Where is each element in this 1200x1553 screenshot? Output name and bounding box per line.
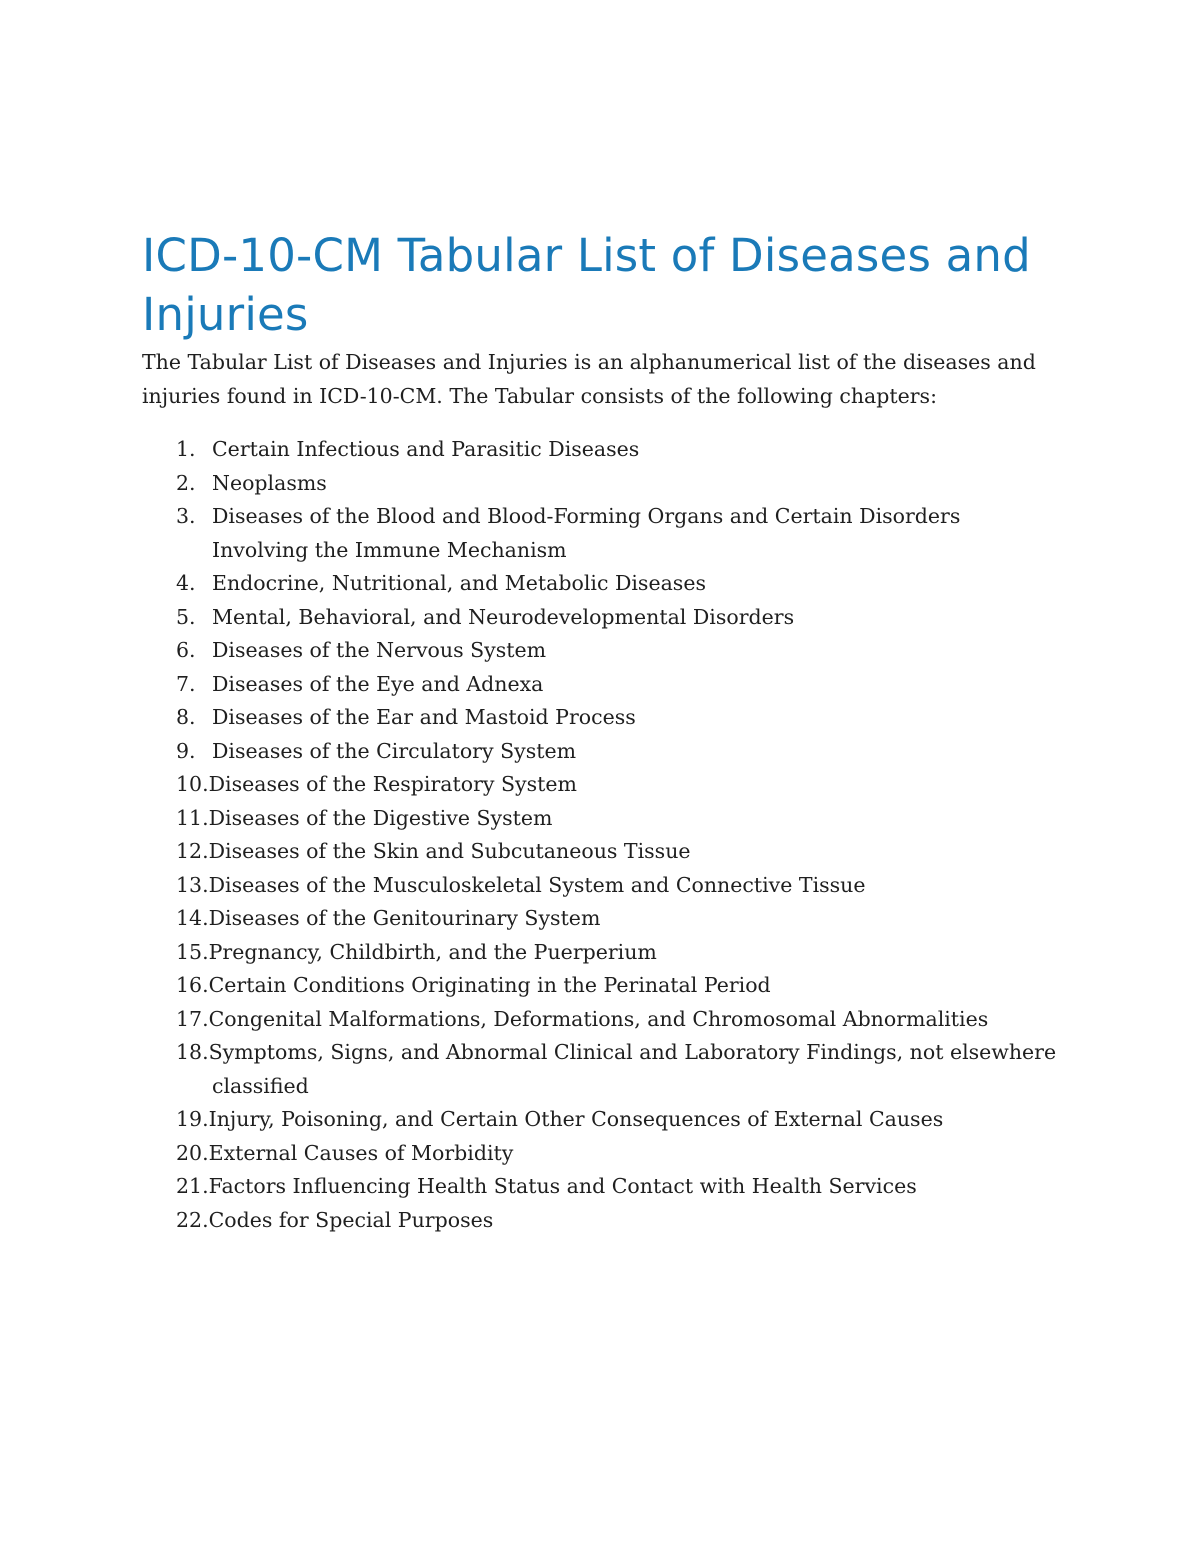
chapter-item bbox=[142, 1036, 1062, 1103]
chapter-number: 11. bbox=[176, 805, 209, 830]
chapter-title: Diseases of the Ear and Mastoid Process bbox=[212, 705, 636, 729]
chapter-item bbox=[142, 869, 1062, 903]
chapter-item bbox=[142, 500, 1062, 567]
chapter-title: Diseases of the Blood and Blood-Forming Organs and Certain Disorders Involving the Immune Mechanism bbox=[212, 504, 961, 562]
chapter-item bbox=[142, 634, 1062, 668]
chapter-item bbox=[142, 802, 1062, 836]
chapter-number: 6. bbox=[176, 638, 196, 662]
chapter-number: 21. bbox=[176, 1174, 209, 1198]
chapter-title: Mental, Behavioral, and Neurodevelopmental Disorders bbox=[212, 604, 795, 629]
chapter-number: 19. bbox=[176, 1107, 209, 1131]
chapter-title: Symptoms, Signs, and Abnormal Clinical and Laboratory Findings, not elsewhere classified bbox=[208, 1040, 1057, 1098]
chapter-list bbox=[142, 433, 1062, 1237]
chapter-number: 20. bbox=[176, 1140, 209, 1165]
chapter-number: 10. bbox=[176, 772, 209, 796]
chapter-title: Certain Infectious and Parasitic Diseases bbox=[212, 437, 640, 461]
chapter-title: External Causes of Morbidity bbox=[208, 1140, 514, 1165]
chapter-item bbox=[142, 1137, 1062, 1171]
chapter-title: Diseases of the Digestive System bbox=[208, 805, 553, 830]
chapter-number: 8. bbox=[176, 705, 196, 729]
chapter-number: 16. bbox=[176, 973, 209, 997]
chapter-item bbox=[142, 1103, 1062, 1137]
chapter-item bbox=[142, 701, 1062, 735]
chapter-item bbox=[142, 668, 1062, 702]
chapter-item bbox=[142, 768, 1062, 802]
chapter-number: 4. bbox=[176, 571, 196, 595]
chapter-title: Diseases of the Eye and Adnexa bbox=[212, 671, 544, 696]
chapter-title: Diseases of the Nervous System bbox=[212, 638, 547, 662]
chapter-title: Diseases of the Circulatory System bbox=[212, 738, 577, 763]
chapter-item bbox=[142, 1170, 1062, 1204]
chapter-number: 9. bbox=[176, 738, 196, 763]
chapter-title: Diseases of the Genitourinary System bbox=[208, 906, 601, 930]
chapter-item bbox=[142, 433, 1062, 467]
chapter-title: Neoplasms bbox=[212, 470, 327, 495]
document-content bbox=[142, 226, 1062, 1237]
chapter-item bbox=[142, 835, 1062, 869]
chapter-number: 2. bbox=[176, 470, 196, 495]
chapter-number: 18. bbox=[176, 1040, 209, 1064]
chapter-item bbox=[142, 1204, 1062, 1238]
chapter-number: 15. bbox=[176, 939, 209, 964]
chapter-title: Factors Influencing Health Status and Contact with Health Services bbox=[208, 1174, 917, 1198]
chapter-number: 5. bbox=[176, 604, 196, 629]
chapter-item bbox=[142, 467, 1062, 501]
chapter-title: Certain Conditions Originating in the Perinatal Period bbox=[208, 973, 771, 997]
chapter-title: Pregnancy, Childbirth, and the Puerperium bbox=[208, 939, 657, 964]
chapter-item bbox=[142, 735, 1062, 769]
chapter-number: 12. bbox=[176, 839, 209, 863]
chapter-item bbox=[142, 936, 1062, 970]
chapter-title: Codes for Special Purposes bbox=[208, 1207, 494, 1232]
chapter-number: 13. bbox=[176, 872, 209, 897]
chapter-number: 7. bbox=[176, 671, 196, 696]
chapter-title: Diseases of the Musculoskeletal System and Connective Tissue bbox=[208, 872, 866, 897]
chapter-number: 3. bbox=[176, 504, 196, 528]
chapter-title: Diseases of the Skin and Subcutaneous Tissue bbox=[208, 839, 691, 863]
chapter-title: Diseases of the Respiratory System bbox=[208, 772, 577, 796]
chapter-title: Congenital Malformations, Deformations, and Chromosomal Abnormalities bbox=[208, 1006, 989, 1031]
chapter-item bbox=[142, 1003, 1062, 1037]
chapter-item bbox=[142, 969, 1062, 1003]
chapter-item bbox=[142, 601, 1062, 635]
chapter-item bbox=[142, 567, 1062, 601]
chapter-number: 14. bbox=[176, 906, 209, 930]
chapter-item bbox=[142, 902, 1062, 936]
page-title: ICD-10-CM Tabular List of Diseases and Injuries bbox=[142, 229, 1031, 341]
intro-paragraph: The Tabular List of Diseases and Injuries is an alphanumerical list of the diseases and injuries found in ICD-10-CM. The Tabular consists of the following chapters: bbox=[142, 350, 1036, 408]
chapter-title: Injury, Poisoning, and Certain Other Consequences of External Causes bbox=[208, 1107, 944, 1131]
chapter-number: 1. bbox=[176, 437, 196, 461]
chapter-number: 22. bbox=[176, 1207, 209, 1232]
chapter-number: 17. bbox=[176, 1006, 209, 1031]
chapter-title: Endocrine, Nutritional, and Metabolic Diseases bbox=[212, 571, 706, 595]
